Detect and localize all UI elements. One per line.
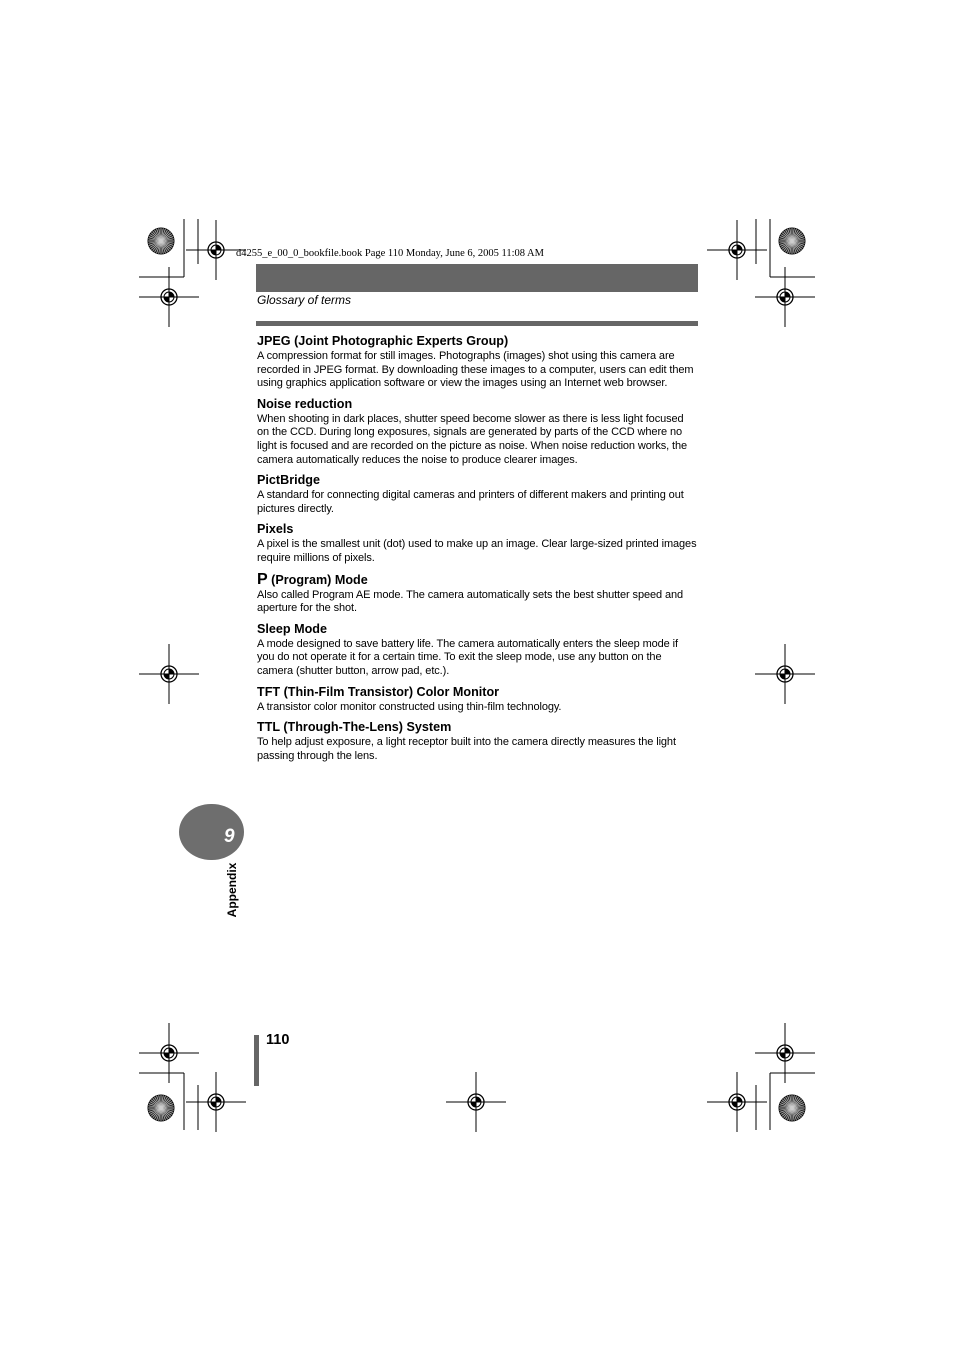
- registration-target-icon: [755, 1023, 815, 1083]
- registration-target-icon: [139, 644, 199, 704]
- term-heading: [257, 571, 698, 589]
- term-heading: JPEG (Joint Photographic Experts Group): [257, 334, 509, 348]
- term-heading: TTL (Through-The-Lens) System: [257, 720, 452, 735]
- registration-target-icon: [755, 644, 815, 704]
- term-description: When shooting in dark places, shutter speed become slower as there is less light focused on the CCD. During long exposures, signals are generated by parts of the CCD where no light is focused and are recorded on the picture as noise. When noise reduction works, the camera automatically reduces the noise to produce clearer images.: [257, 412, 688, 466]
- glossary-list: [257, 333, 698, 768]
- chapter-number: 9: [224, 826, 235, 847]
- term-description: A transistor color monitor constructed using thin-film technology.: [257, 700, 562, 713]
- glossary-entry: [257, 684, 698, 715]
- glossary-entry: [257, 571, 698, 616]
- chapter-label: Appendix: [225, 862, 239, 918]
- registration-target-icon: [139, 1023, 199, 1083]
- term-description: A mode designed to save battery life. The camera automatically enters the sleep mode if you do not operate it for a certain time. To exit the sleep mode, use any button on the camera (shutter button, arrow pad, etc.).: [257, 637, 678, 677]
- term-description: Also called Program AE mode. The camera automatically sets the best shutter speed and aperture for the shot.: [257, 588, 684, 615]
- registration-target-icon: [707, 220, 767, 280]
- registration-target-icon: [707, 1072, 767, 1132]
- glossary-entry: [257, 719, 698, 763]
- term-description: A pixel is the smallest unit (dot) used to make up an image. Clear large-sized printed images require millions of pixels.: [257, 538, 697, 564]
- term-heading: PictBridge: [257, 473, 320, 488]
- color-wheel-icon: [148, 228, 174, 254]
- section-title: Glossary of terms: [257, 293, 352, 307]
- glossary-entry: [257, 333, 698, 391]
- color-wheel-icon: [779, 228, 805, 254]
- file-info: d4255_e_00_0_bookfile.book Page 110 Monday, June 6, 2005 11:08 AM: [236, 248, 544, 259]
- term-heading-text: (Program) Mode: [271, 572, 368, 587]
- glossary-entry: [257, 621, 698, 679]
- registration-target-icon: [755, 267, 815, 327]
- term-heading: Pixels: [257, 522, 294, 537]
- glossary-entry: [257, 521, 698, 565]
- registration-target-icon: [446, 1072, 506, 1132]
- program-mode-glyph: P: [257, 570, 268, 588]
- registration-target-icon: [139, 267, 199, 327]
- color-wheel-icon: [148, 1095, 174, 1121]
- term-heading: Sleep Mode: [257, 621, 327, 636]
- term-description: To help adjust exposure, a light receptor built into the camera directly measures the light passing through the lens.: [257, 736, 676, 762]
- term-heading: TFT (Thin-Film Transistor) Color Monitor: [257, 684, 500, 699]
- registration-target-icon: [186, 1072, 246, 1132]
- term-description: A compression format for still images. Photographs (images) shot using this camera are recorded in JPEG format. By downloading these images to a computer, users can edit them using graphics application software or view the images using an Internet web browser.: [257, 350, 694, 390]
- page-number-bar: [254, 1035, 259, 1086]
- page-number: 110: [266, 1032, 290, 1048]
- glossary-entry: [257, 396, 698, 467]
- glossary-entry: [257, 472, 698, 516]
- color-wheel-icon: [779, 1095, 805, 1121]
- term-heading: Noise reduction: [257, 396, 353, 411]
- term-description: A standard for connecting digital cameras and printers of different makers and printing out pictures directly.: [257, 489, 684, 515]
- header-band: [256, 264, 698, 292]
- section-rule: [256, 321, 698, 326]
